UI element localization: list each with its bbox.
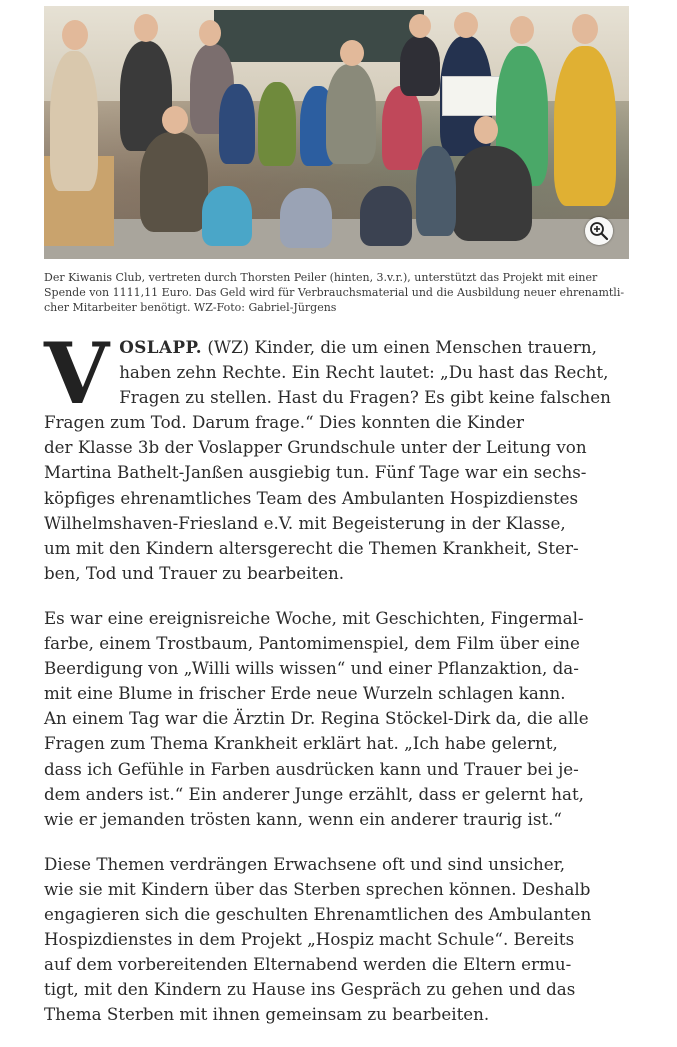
text-line: der Klasse 3b der Voslapper Grundschule unter der Leitung von	[44, 437, 587, 458]
photo-person-head	[62, 20, 88, 50]
paragraph-1	[44, 324, 644, 586]
photo-person	[258, 82, 296, 166]
photo-person-head	[134, 14, 158, 42]
text-line: Martina Bathelt-Janßen ausgiebig tun. Fünf Tage war ein sechs-	[44, 462, 587, 483]
text-line: haben zehn Rechte. Ein Recht lautet: „Du hast das Recht,	[119, 362, 609, 383]
text-line: Wilhelmshaven-Friesland e.V. mit Begeisterung in der Klasse,	[44, 512, 566, 533]
article-photo[interactable]	[44, 6, 629, 259]
text-line: Es war eine ereignisreiche Woche, mit Geschichten, Fingermal-	[44, 607, 584, 628]
caption-line: Der Kiwanis Club, vertreten durch Thorsten Peiler (hinten, 3.v.r.), unterstützt das Projekt mit einer	[44, 271, 598, 284]
text-line: dass ich Gefühle in Farben ausdrücken kann und Trauer bei je-	[44, 758, 579, 779]
article-body	[44, 324, 644, 1047]
photo-person-head	[162, 106, 188, 134]
text-line: Fragen zum Thema Krankheit erklärt hat. „Ich habe gelernt,	[44, 733, 558, 754]
text-line: ben, Tod und Trauer zu bearbeiten.	[44, 562, 345, 583]
caption-line: cher Mitarbeiter benötigt. WZ-Foto: Gabriel-Jürgens	[44, 301, 337, 314]
text-line: dem anders ist.“ Ein anderer Junge erzählt, dass er gelernt hat,	[44, 783, 584, 804]
text-line: Beerdigung von „Willi wills wissen“ und einer Pflanzaktion, da-	[44, 658, 579, 679]
photo-person	[554, 46, 616, 206]
photo-person-head	[454, 12, 478, 38]
text-line: köpfiges ehrenamtliches Team des Ambulanten Hospizdienstes	[44, 487, 579, 508]
photo-chalkboard	[214, 10, 424, 62]
text-line: farbe, einem Trostbaum, Pantomimenspiel, dem Film über eine	[44, 633, 580, 654]
photo-person	[400, 36, 440, 96]
text-line: Fragen zum Tod. Darum frage.“ Dies konnten die Kinder	[44, 412, 524, 433]
photo-person-head	[340, 40, 364, 66]
text-line: auf dem vorbereitenden Elternabend werden die Eltern ermu-	[44, 954, 572, 975]
photo-person	[202, 186, 252, 246]
photo-person-head	[409, 14, 431, 38]
text-line: wie er jemanden trösten kann, wenn ein anderer traurig ist.“	[44, 808, 562, 829]
paragraph-2	[44, 606, 644, 832]
drop-cap: V	[44, 324, 110, 423]
text-line: um mit den Kindern altersgerecht die Themen Krankheit, Ster-	[44, 537, 579, 558]
paragraph-3	[44, 852, 644, 1028]
text-line: tigt, mit den Kindern zu Hause ins Gespräch zu gehen und das	[44, 979, 576, 1000]
text-line: mit eine Blume in frischer Erde neue Wurzeln schlagen kann.	[44, 683, 566, 704]
photo-person-head	[510, 16, 534, 44]
text-line: wie sie mit Kindern über das Sterben sprechen können. Deshalb	[44, 878, 591, 899]
photo-person	[280, 188, 332, 248]
photo-person	[219, 84, 255, 164]
photo-person	[382, 86, 422, 170]
text-line: An einem Tag war die Ärztin Dr. Regina Stöckel-Dirk da, die alle	[44, 708, 589, 729]
photo-person	[326, 64, 376, 164]
text-line: Thema Sterben mit ihnen gemeinsam zu bearbeiten.	[44, 1004, 490, 1025]
zoom-in-icon[interactable]	[585, 217, 613, 245]
photo-person-head	[199, 20, 221, 46]
photo-person	[360, 186, 412, 246]
caption-line: Spende von 1111,11 Euro. Das Geld wird für Verbrauchsmaterial und die Ausbildung neuer ehrenamtli-	[44, 286, 625, 299]
text-line: Hospizdienstes in dem Projekt „Hospiz macht Schule“. Bereits	[44, 929, 575, 950]
dateline: OSLAPP.	[119, 337, 203, 357]
photo-person	[50, 51, 98, 191]
photo-caption	[44, 270, 634, 315]
photo-person	[452, 146, 532, 241]
text-line: engagieren sich die geschulten Ehrenamtlichen des Ambulanten	[44, 903, 592, 924]
text-line: (WZ) Kinder, die um einen Menschen trauern,	[202, 337, 597, 357]
text-line: Fragen zu stellen. Hast du Fragen? Es gibt keine falschen	[119, 387, 611, 408]
photo-floor	[44, 219, 629, 259]
photo-person	[416, 146, 456, 236]
photo-person	[140, 132, 208, 232]
text-line: Diese Themen verdrängen Erwachsene oft und sind unsicher,	[44, 853, 566, 874]
photo-person-head	[572, 14, 598, 44]
photo-person-head	[474, 116, 498, 144]
